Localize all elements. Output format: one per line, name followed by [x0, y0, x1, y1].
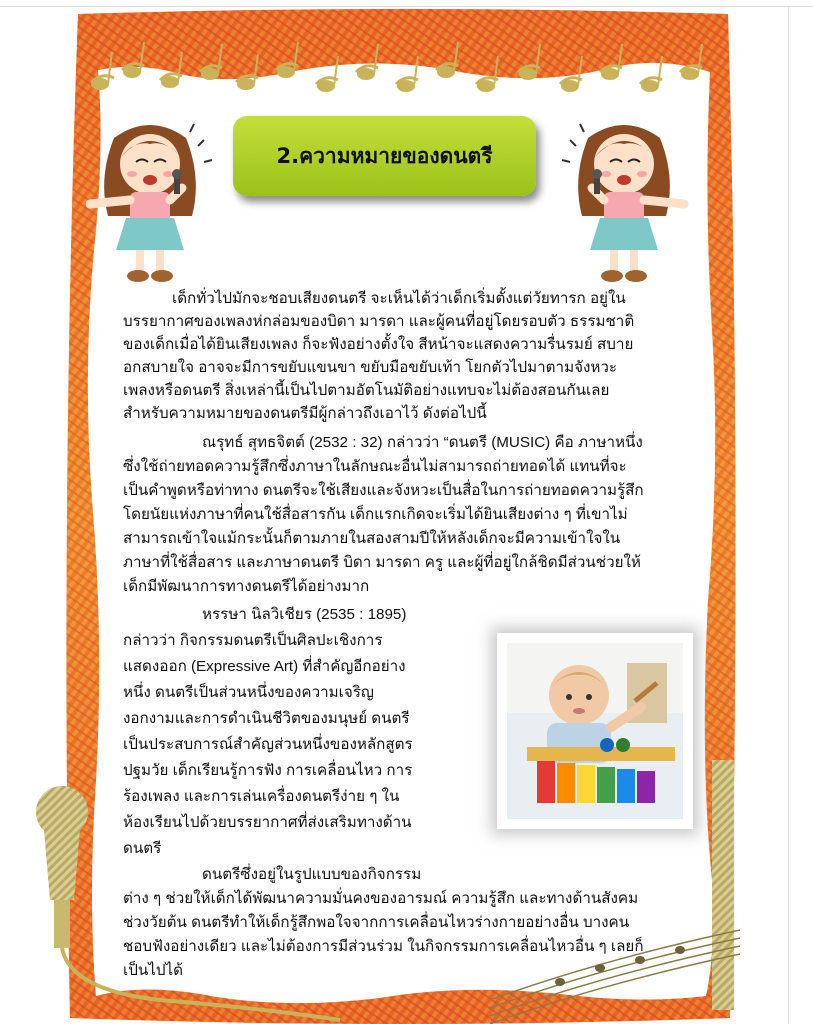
singing-girl-right-illustration — [560, 118, 690, 286]
text-line: หนึ่ง ดนตรีเป็นส่วนหนึ่งของความเจริญ — [123, 684, 374, 701]
singing-girl-left-illustration — [86, 118, 216, 286]
text-line: ของเด็กเมื่อได้ยินเสียงเพลง ก็จะฟังอย่างตั้งใจ สีหน้าจะแสดงความรื่นรมย์ สบาย — [123, 336, 634, 353]
text-line: เด็กทั่วไปมักจะชอบเสียงดนตรี จะเห็นได้ว่าเด็กเริ่มตั้งแต่วัยทารก อยู่ใน — [172, 290, 626, 307]
text-line: บรรยากาศของเพลงห่กล่อมของบิดา มารดา และผู้คนที่อยู่โดยรอบตัว ธรรมชาติ — [123, 313, 635, 330]
title-box — [233, 116, 536, 196]
text-line: หรรษา นิลวิเชียร (2535 : 1895) — [202, 606, 407, 623]
text-line: ต่าง ๆ ช่วยให้เด็กได้พัฒนาความมั่นคงของอารมณ์ ความรู้สึก และทางด้านสังคม — [123, 890, 639, 907]
text-line: ห้องเรียนไปด้วยบรรยากาศที่ส่งเสริมทางด้าน — [123, 814, 412, 831]
text-line: ซึ่งใช้ถ่ายทอดความรู้สึกซึ่งภาษาในลักษณะอื่นไม่สามารถถ่ายทอดได้ แทนที่จะ — [123, 458, 627, 475]
text-line: โดยนัยแห่งภาษาที่คนใช้สื่อสารกัน เด็กแรกเกิดจะเริ่มได้ยินเสียงต่าง ๆ ที่เขาไม่ — [123, 506, 628, 523]
text-line: เป็นคำพูดหรือท่าทาง ดนตรีจะใช้เสียงและจังหวะเป็นสื่อในการถ่ายทอดความรู้สึก — [123, 482, 644, 499]
text-line: ช่วงวัยต้น ดนตรีทำให้เด็กรู้สึกพอใจจากการเคลื่อนไหวร่างกายอย่างอื่น บางคน — [123, 914, 630, 931]
page-title: 2.ความหมายของดนตรี — [276, 143, 493, 168]
text-line: เป็นประสบการณ์สำคัญส่วนหนึ่งของหลักสูตร — [123, 736, 413, 753]
text-line: สามารถเข้าใจแม้กระนั้นก็ตามภายในสองสามปีให้หลังเด็กจะมีความเข้าใจใน — [123, 530, 621, 547]
text-line: อกสบายใจ อาจจะมีการขยับแขนขา ขยับมือขยับเท้า โยกตัวไปมาตามจังหวะ — [123, 359, 618, 376]
text-line: ร้องเพลง และการเล่นเครื่องดนตรีง่าย ๆ ใน — [123, 788, 400, 805]
baby-xylophone-photo — [507, 643, 683, 819]
text-line: แสดงออก (Expressive Art) ที่สำคัญอีกอย่าง — [123, 658, 406, 675]
text-line: ภาษาที่ใช้สื่อสาร และภาษาดนตรี บิดา มารดา ครู และผู้ที่อยู่ใกล้ชิดมีส่วนช่วยให้ — [123, 554, 641, 571]
text-line: ณรุทธ์ สุทธจิตต์ (2532 : 32) กล่าวว่า “ดนตรี (MUSIC) คือ ภาษาหนึ่ง — [202, 434, 643, 451]
photo-frame — [497, 633, 693, 829]
text-line: เด็กมีพัฒนาการทางดนตรีได้อย่างมาก — [123, 578, 370, 595]
text-line: ชอบฟังอย่างเดียว และไม่ต้องการมีส่วนร่วม ในกิจกรรมการเคลื่อนไหวอื่น ๆ เลยก็ — [123, 938, 644, 955]
text-line: ดนตรี — [123, 840, 162, 857]
text-line: กล่าวว่า กิจกรรมดนตรีเป็นศิลปะเชิงการ — [123, 632, 383, 649]
text-line: สำหรับความหมายของดนตรีมีผู้กล่าวถึงเอาไว้ ดังต่อไปนี้ — [123, 405, 487, 422]
text-line: เพลงหรือดนตรี สิ่งเหล่านี้เป็นไปตามอัตโนมัติอย่างแทบจะไม่ต้องสอนกันเลย — [123, 382, 610, 399]
text-line: ปฐมวัย เด็กเรียนรู้การฟัง การเคลื่อนไหว การ — [123, 762, 413, 779]
text-line: งอกงามและการดำเนินชีวิตของมนุษย์ ดนตรี — [123, 710, 410, 727]
text-line: ดนตรีซึ่งอยู่ในรูปแบบของกิจกรรม — [202, 866, 422, 883]
text-line: เป็นไปได้ — [123, 962, 183, 979]
